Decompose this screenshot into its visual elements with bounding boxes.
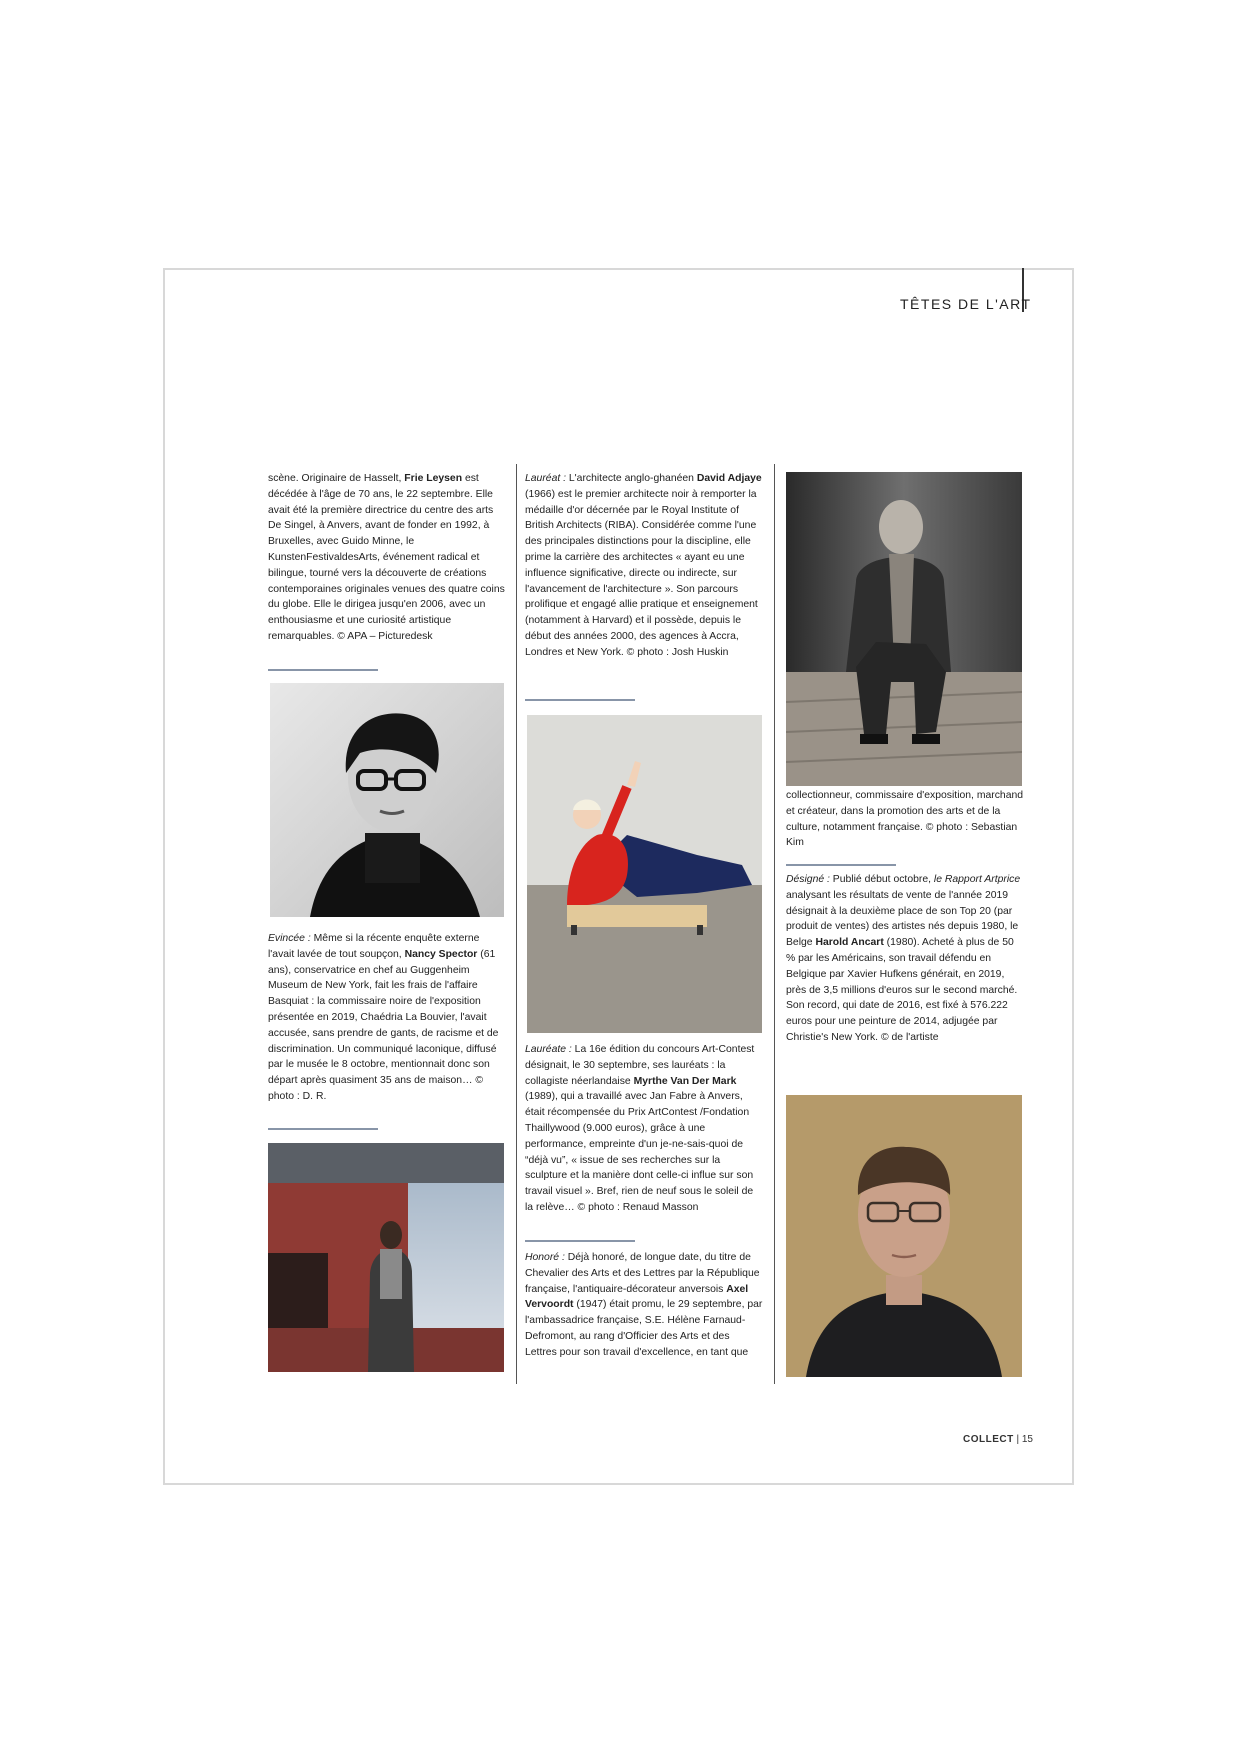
- article-nancy-spector: [268, 931, 506, 1105]
- column-separator: [774, 464, 775, 1384]
- photo-myrthe-van-der-mark: [527, 715, 762, 1033]
- photo-nancy-spector: [270, 683, 504, 917]
- person-name: Myrthe Van Der Mark: [633, 1075, 737, 1087]
- article-frie-leysen: [268, 471, 506, 645]
- article-tag: Evincée :: [268, 933, 311, 944]
- person-name: Harold Ancart: [815, 937, 884, 949]
- text: (1980). Acheté à plus de 50 % par les Américains, son travail défendu en Belgique par Xavier Hufkens générait, en 2019, près de 3,5 millions d'euros sur le second marché. Son record, qui date de 2016, est fixé à 576.222 euros pour une peinture de 2014, adjugée par Christie's New York. © de l'artiste: [786, 937, 1018, 1043]
- section-title: TÊTES DE L'ART: [900, 296, 1032, 312]
- article-tag: Lauréat :: [525, 473, 567, 484]
- photo-harold-ancart: [786, 1095, 1022, 1377]
- text: Même si la récente enquête externe l'avait lavée de tout soupçon,: [268, 933, 480, 960]
- article-david-adjaye: [525, 471, 763, 661]
- article-harold-ancart: [786, 872, 1024, 1046]
- text: scène. Originaire de Hasselt,: [268, 473, 405, 484]
- text: (61 ans), conservatrice en chef au Guggenheim Museum de New York, fait les frais de l'affaire Basquiat : la commissaire noire de l'exposition présentée en 2019, Chaédria La Bouvier, l'avait accusée, sans prendre de gants, de racisme et de discrimination. Un communiqué laconique, diffusé par le musée le 8 octobre, mentionnait donc son départ après quasiment 35 ans de maison… © photo : D. R.: [268, 948, 499, 1102]
- page-number: 15: [1021, 1434, 1033, 1445]
- text: collectionneur, commissaire d'exposition, marchand et créateur, dans la promotion des arts et de la culture, notamment française. © photo : Sebastian Kim: [786, 790, 1024, 849]
- text: La 16e édition du concours Art-Contest désignait, le 30 septembre, ses lauréats : la collagiste néerlandaise: [525, 1044, 755, 1087]
- divider-rule: [525, 1240, 635, 1242]
- text: Déjà honoré, de longue date, du titre de Chevalier des Arts et des Lettres par la République française, l'antiquaire-décorateur anversois: [525, 1252, 760, 1295]
- divider-rule: [268, 1128, 378, 1130]
- article-tag: Désigné :: [786, 874, 830, 885]
- page-footer: [963, 1434, 1033, 1445]
- divider-rule: [525, 699, 635, 701]
- divider-rule: [786, 864, 896, 866]
- article-axel-vervoordt: [525, 1250, 763, 1361]
- person-name: Axel Vervoordt: [525, 1283, 749, 1311]
- photo-axel-vervoordt: [786, 472, 1022, 786]
- magazine-name: COLLECT: [963, 1434, 1014, 1445]
- text: (1989), qui a travaillé avec Jan Fabre à Anvers, était récompensée du Prix ArtContest /Fondation Thaillywood (9.000 euros), grâce à une performance, empreinte d'un je-ne-sais-quoi de “déjà vu”, « issue de ses recherches sur la sculpture et la manière dont celle-ci influe sur son travail visuel ». Bref, rien de neuf sous le soleil de la relève… © photo : Renaud Masson: [525, 1091, 754, 1213]
- person-name: Frie Leysen: [404, 473, 463, 484]
- article-axel-vervoordt-continued: [786, 788, 1024, 851]
- article-myrthe-van-der-mark: [525, 1042, 763, 1216]
- person-name: Nancy Spector: [404, 948, 478, 960]
- text: est décédée à l'âge de 70 ans, le 22 septembre. Elle avait été la première directrice du centre des arts De Singel, à Anvers, avant de fonder en 1992, à Bruxelles, avec Guido Minne, le KunstenFestivaldesArts, événement radical et bilingue, tourné vers la découverte de créations contemporaines originales venues des quatre coins du globe. Elle le dirigea jusqu'en 2006, avec un enthousiasme et une curiosité artistique remarquables. © APA – Picturedesk: [268, 473, 505, 642]
- text: Publié début octobre,: [829, 874, 934, 885]
- column-separator: [516, 464, 517, 1384]
- text: (1947) était promu, le 29 septembre, par l'ambassadrice française, S.E. Hélène Farnaud-Defromont, au rang d'Officier des Arts et des Lettres pour son travail d'excellence, en tant que: [525, 1299, 763, 1358]
- person-name: David Adjaye: [696, 473, 762, 484]
- photo-david-adjaye: [268, 1143, 504, 1372]
- divider-rule: [268, 669, 378, 671]
- text: L'architecte anglo-ghanéen: [566, 473, 697, 484]
- footer-separator: |: [1013, 1434, 1022, 1445]
- article-tag: Honoré :: [525, 1252, 565, 1263]
- text: (1966) est le premier architecte noir à remporter la médaille d'or décernée par le Royal Institute of British Architects (RIBA). Considérée comme l'une des principales distinctions pour la discipline, elle prime la carrière des architectes « ayant eu une influence significative, directe ou indirecte, sur l'avancement de l'architecture ». Son parcours prolifique et engagé allie pratique et enseignement (notamment à Harvard) et il possède, depuis le début des années 2000, des agences à Accra, Londres et New York. © photo : Josh Huskin: [525, 488, 758, 658]
- article-tag: Lauréate :: [525, 1044, 572, 1055]
- publication-title: le Rapport Artprice: [933, 874, 1021, 885]
- text: analysant les résultats de vente de l'année 2019 désignait à la deuxième place de son Top 20 (par produit de ventes) des artistes nés depuis 1980, le Belge: [786, 889, 1019, 949]
